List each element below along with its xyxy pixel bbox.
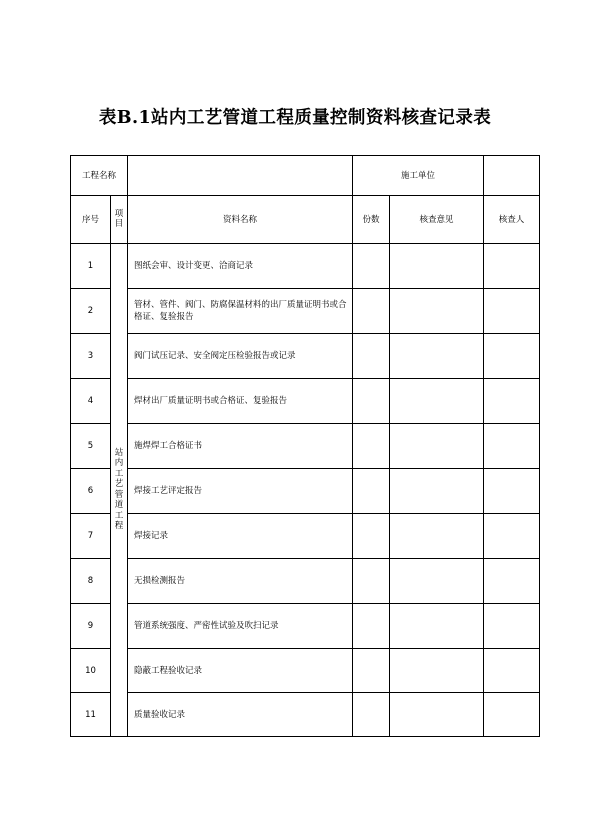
table-row [71,334,540,379]
table-row [71,379,540,424]
copies-cell[interactable] [353,693,390,737]
table-row [71,514,540,559]
opinion-cell[interactable] [390,514,484,559]
table-row [71,693,540,737]
copies-cell[interactable] [353,514,390,559]
copies-cell[interactable] [353,604,390,649]
table-row [71,469,540,514]
document-name: 施焊焊工合格证书 [128,424,353,469]
row-number: 7 [71,514,111,559]
document-name: 隐蔽工程验收记录 [128,649,353,693]
row-number: 8 [71,559,111,604]
document-name: 管材、管件、阀门、防腐保温材料的出厂质量证明书或合格证、复验报告 [128,289,353,334]
opinion-cell[interactable] [390,693,484,737]
table-row [71,424,540,469]
column-header-seq: 序号 [71,196,111,244]
row-number: 10 [71,649,111,693]
checker-cell[interactable] [484,334,540,379]
opinion-cell[interactable] [390,559,484,604]
document-name: 阀门试压记录、安全阀定压检验报告或记录 [128,334,353,379]
row-number: 5 [71,424,111,469]
opinion-cell[interactable] [390,334,484,379]
row-number: 1 [71,244,111,289]
checker-cell[interactable] [484,693,540,737]
row-number: 6 [71,469,111,514]
copies-cell[interactable] [353,379,390,424]
checker-cell[interactable] [484,244,540,289]
column-header-opinion: 核查意见 [390,196,484,244]
checker-cell[interactable] [484,649,540,693]
copies-cell[interactable] [353,649,390,693]
checker-cell[interactable] [484,604,540,649]
column-header-item: 项目 [111,196,128,244]
table-row [71,289,540,334]
contractor-label: 施工单位 [353,156,484,196]
document-name: 无损检测报告 [128,559,353,604]
checker-cell[interactable] [484,469,540,514]
table-row [71,649,540,693]
category-cell: 站内工艺管道工程 [111,244,128,737]
checker-cell[interactable] [484,289,540,334]
checker-cell[interactable] [484,379,540,424]
column-header-name: 资料名称 [128,196,353,244]
copies-cell[interactable] [353,424,390,469]
opinion-cell[interactable] [390,649,484,693]
opinion-cell[interactable] [390,244,484,289]
table-row [71,244,540,289]
copies-cell[interactable] [353,244,390,289]
checker-cell[interactable] [484,424,540,469]
document-name: 质量验收记录 [128,693,353,737]
opinion-cell[interactable] [390,289,484,334]
header-info-row [71,156,540,196]
document-name: 焊材出厂质量证明书或合格证、复验报告 [128,379,353,424]
row-number: 9 [71,604,111,649]
copies-cell[interactable] [353,289,390,334]
column-header-checker: 核查人 [484,196,540,244]
project-name-label: 工程名称 [71,156,128,196]
table-row [71,604,540,649]
checker-cell[interactable] [484,559,540,604]
copies-cell[interactable] [353,559,390,604]
document-name: 焊接工艺评定报告 [128,469,353,514]
table-row [71,559,540,604]
opinion-cell[interactable] [390,379,484,424]
column-header-row [71,196,540,244]
opinion-cell[interactable] [390,424,484,469]
document-name: 焊接记录 [128,514,353,559]
document-name: 图纸会审、设计变更、洽商记录 [128,244,353,289]
copies-cell[interactable] [353,334,390,379]
project-name-field[interactable] [128,156,353,196]
checker-cell[interactable] [484,514,540,559]
contractor-field[interactable] [484,156,540,196]
column-header-copies: 份数 [353,196,390,244]
opinion-cell[interactable] [390,604,484,649]
document-name: 管道系统强度、严密性试验及吹扫记录 [128,604,353,649]
row-number: 4 [71,379,111,424]
row-number: 3 [71,334,111,379]
row-number: 11 [71,693,111,737]
inspection-record-table [70,155,540,737]
row-number: 2 [71,289,111,334]
copies-cell[interactable] [353,469,390,514]
page-title: 表B.1站内工艺管道工程质量控制资料核查记录表 [98,108,492,128]
opinion-cell[interactable] [390,469,484,514]
